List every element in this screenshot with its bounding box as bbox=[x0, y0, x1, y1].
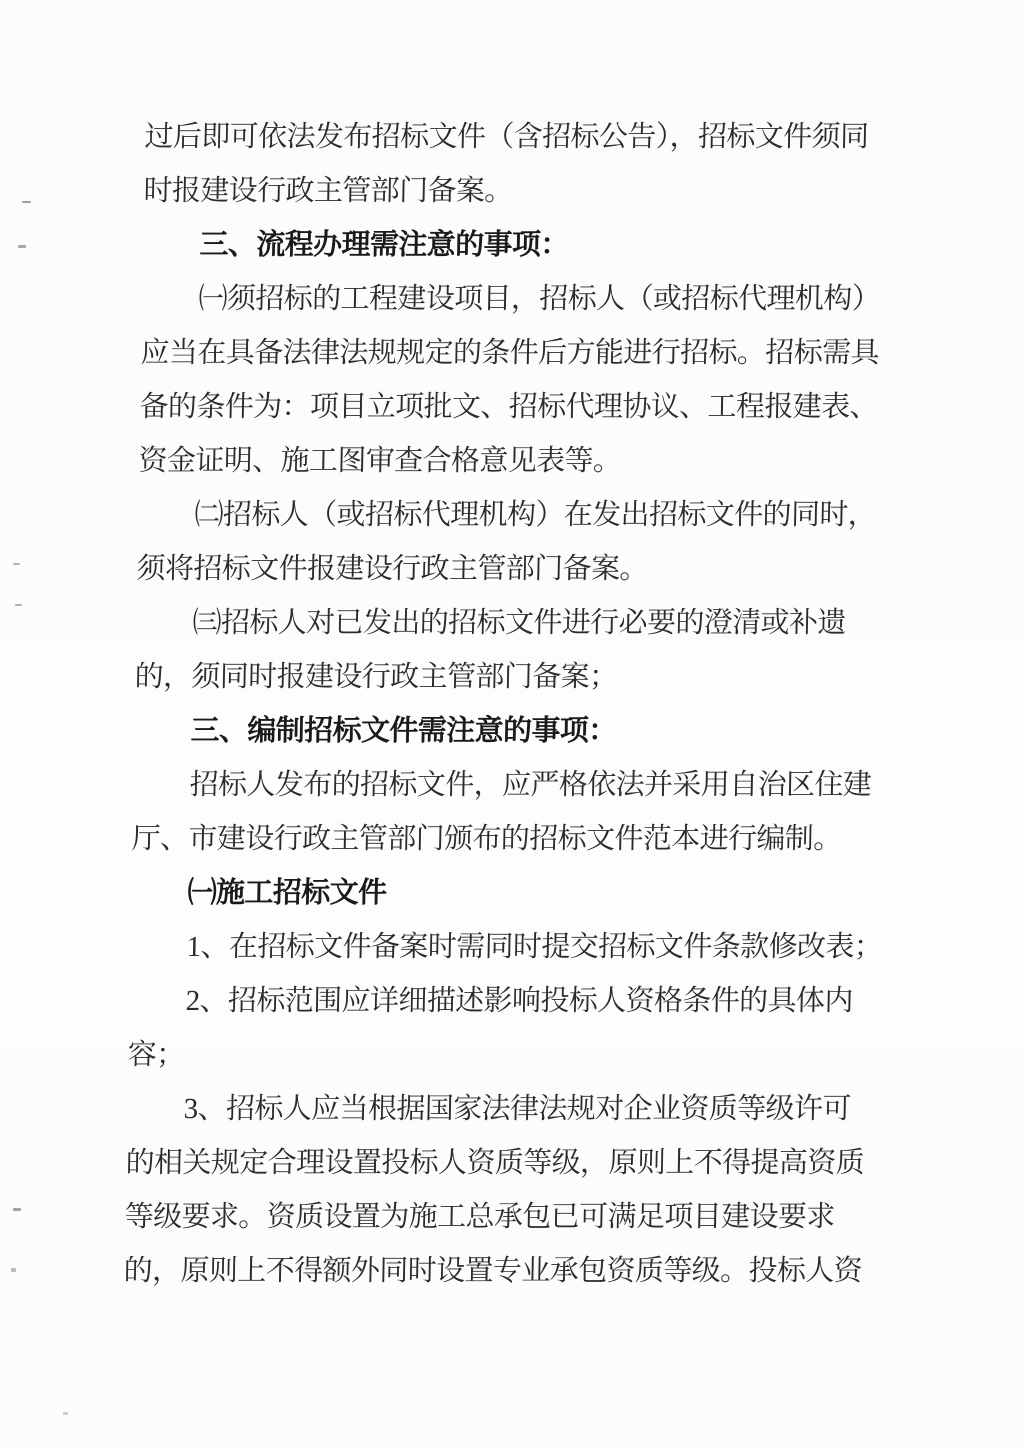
text-line: 1、在招标文件备案时需同时提交招标文件条款修改表； bbox=[186, 931, 883, 963]
scan-speck bbox=[13, 1208, 21, 1211]
text-line: 的相关规定合理设置投标人资质等级，原则上不得提高资质 bbox=[125, 1147, 865, 1179]
text-line: 厅、市建设行政主管部门颁布的招标文件范本进行编制。 bbox=[131, 823, 842, 855]
text-line: 过后即可依法发布招标文件（含招标公告），招标文件须同 bbox=[144, 121, 869, 153]
text-line: 等级要求。资质设置为施工总承包已可满足项目建设要求 bbox=[124, 1201, 836, 1233]
text-line: ㈢招标人对已发出的招标文件进行必要的澄清或补遗 bbox=[192, 607, 847, 639]
text-line: 招标人发布的招标文件，应严格依法并采用自治区住建 bbox=[189, 769, 872, 801]
text-line: 应当在具备法律法规规定的条件后方能进行招标。招标需具 bbox=[140, 337, 880, 369]
scan-speck bbox=[15, 604, 22, 606]
section-heading: 三、流程办理需注意的事项： bbox=[199, 229, 570, 261]
text-line: 须将招标文件报建设行政主管部门备案。 bbox=[136, 553, 649, 585]
section-heading: 三、编制招标文件需注意的事项： bbox=[190, 715, 617, 747]
text-line: ㈡招标人（或招标代理机构）在发出招标文件的同时， bbox=[194, 499, 877, 531]
text-line: 2、招标范围应详细描述影响投标人资格条件的具体内 bbox=[185, 985, 854, 1017]
text-line: 的，原则上不得额外同时设置专业承包资质等级。投标人资 bbox=[123, 1255, 863, 1287]
text-line: 时报建设行政主管部门备案。 bbox=[143, 175, 514, 207]
text-line: ㈠须招标的工程建设项目，招标人（或招标代理机构） bbox=[198, 283, 881, 315]
scan-speck bbox=[63, 1412, 68, 1415]
scan-speck bbox=[22, 201, 31, 203]
section-heading: ㈠施工招标文件 bbox=[187, 877, 387, 909]
text-line: 资金证明、施工图审查合格意见表等。 bbox=[138, 445, 622, 477]
text-line: 的，须同时报建设行政主管部门备案； bbox=[134, 661, 618, 693]
document-text bbox=[123, 110, 905, 1298]
scan-speck bbox=[18, 245, 26, 248]
text-line: 3、招标人应当根据国家法律法规对企业资质等级许可 bbox=[183, 1093, 852, 1125]
scan-speck bbox=[13, 563, 20, 565]
scan-speck bbox=[11, 1268, 16, 1272]
text-line: 备的条件为：项目立项批文、招标代理协议、工程报建表、 bbox=[139, 391, 879, 423]
text-line: 容； bbox=[127, 1039, 185, 1071]
